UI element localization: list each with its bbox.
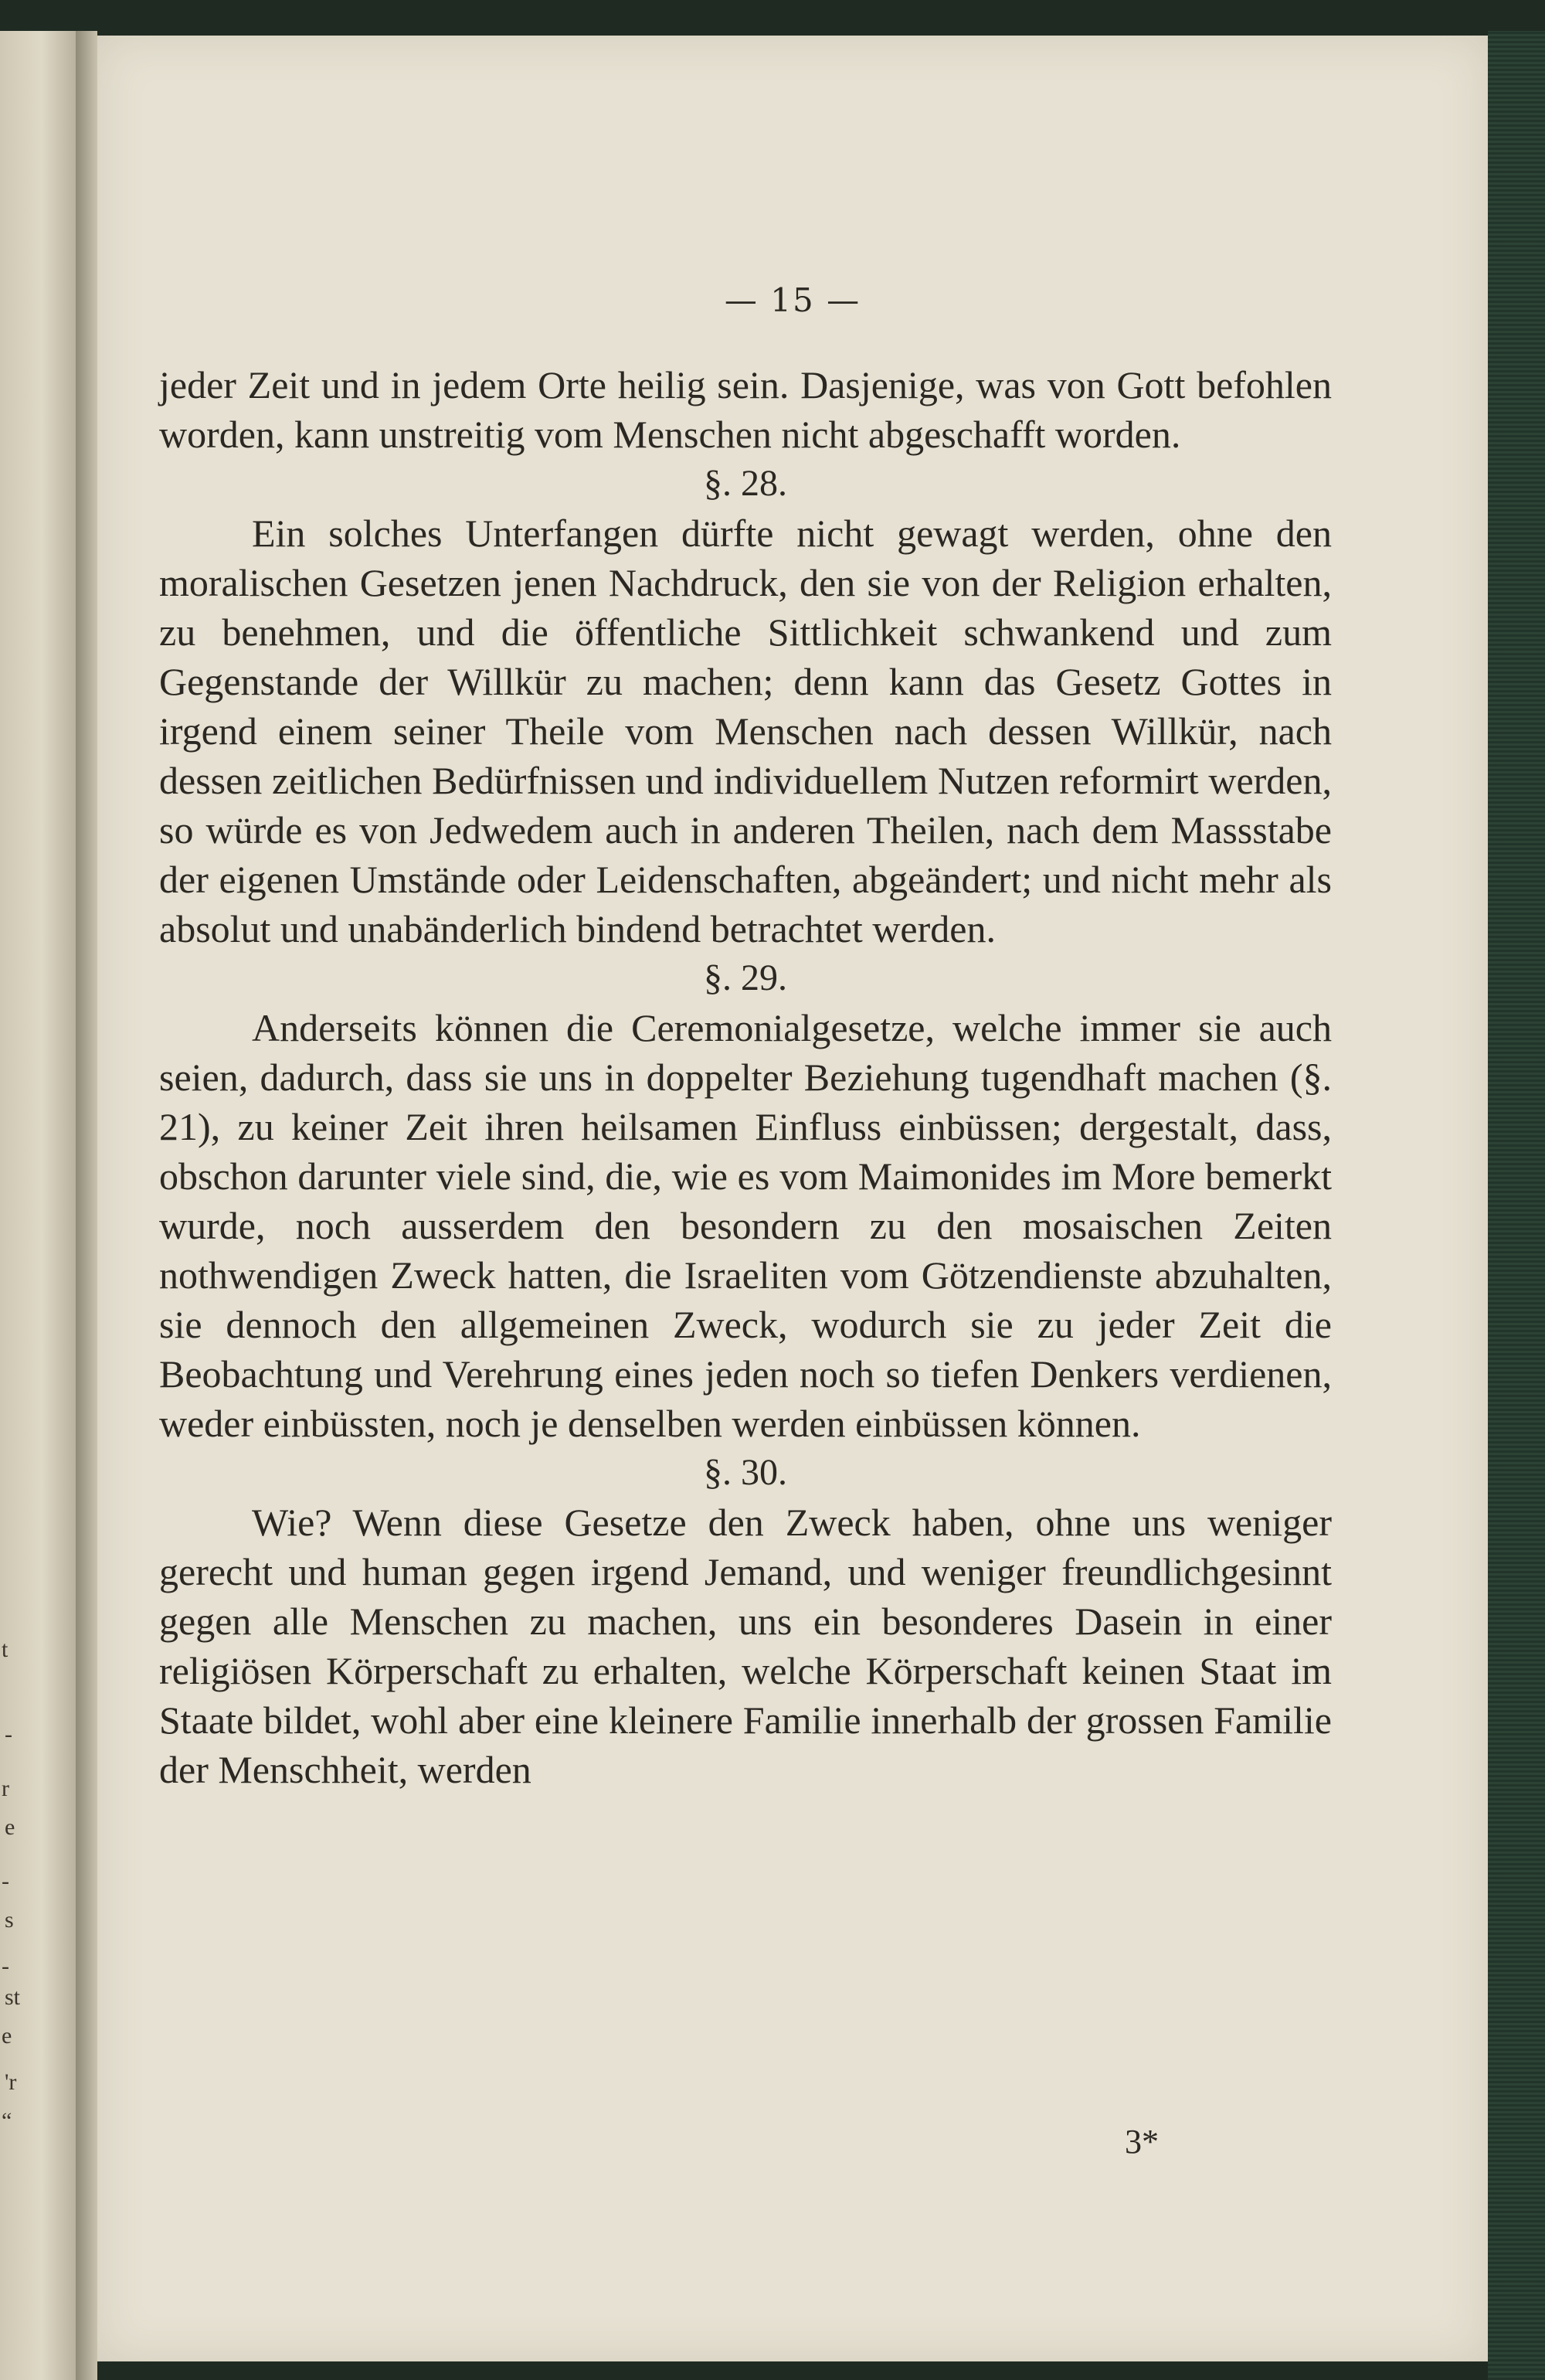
previous-page-fragment: r xyxy=(2,1776,9,1801)
signature-mark: 3* xyxy=(1125,2123,1159,2161)
section-heading: §. 29. xyxy=(704,957,787,998)
section-heading: §. 28. xyxy=(704,463,787,504)
previous-page-fragment: - xyxy=(5,1722,12,1747)
previous-page-fragment: - xyxy=(2,1868,9,1894)
book-gutter xyxy=(76,31,97,2380)
previous-page-fragment: st xyxy=(5,1984,21,2010)
previous-page-fragment: “ xyxy=(2,2108,12,2134)
previous-page-edge xyxy=(0,31,76,2380)
paragraph: Anderseits können die Ceremonialgesetze, welche immer sie auch seien, dadurch, dass sie uns in doppelter Beziehung tugendhaft machen (§. 21), zu keiner Zeit ihren heilsamen Einfluss einbüssen; dergestalt, dass, obschon darunter viele sind, die, wie es vom Maimonides im More bemerkt wurde, noch ausserdem den besondern zu den mosaischen Zeiten nothwendigen Zweck hatten, die Israeliten vom Götzendienste abzuhalten, sie dennoch den allgemeinen Zweck, wodurch sie zu jeder Zeit die Beobachtung und Verehrung eines jeden noch so tiefen Denkers verdienen, weder einbüssten, noch je denselben werden einbüssen können. xyxy=(159,1006,1332,1445)
body-text xyxy=(159,360,1332,1794)
previous-page-fragment: s xyxy=(5,1907,14,1933)
previous-page-fragment: t xyxy=(2,1637,8,1662)
previous-page-fragment: e xyxy=(5,1814,15,1840)
paragraph: Ein solches Unterfangen dürfte nicht gewagt werden, ohne den moralischen Gesetzen jenen Nachdruck, den sie von der Religion erhalten, zu benehmen, und die öffentliche Sittlichkeit schwankend und zum Gegenstande der Willkür zu machen; denn kann das Gesetz Gottes in irgend einem seiner Theile vom Menschen nach dessen Willkür, nach dessen zeitlichen Bedürfnissen und individuellem Nutzen reformirt werden, so würde es von Jedwedem auch in anderen Theilen, nach dem Massstabe der eigenen Umstände oder Leidenschaften, abgeändert; und nicht mehr als absolut und unabänderlich bindend betrachtet werden. xyxy=(159,512,1332,950)
book-page xyxy=(97,36,1488,2361)
previous-page-fragment: e xyxy=(2,2023,12,2048)
previous-page-fragment: 'r xyxy=(5,2069,17,2095)
paragraph: jeder Zeit und in jedem Orte heilig sein. Dasjenige, was von Gott befohlen worden, kann unstreitig vom Menschen nicht abgeschafft worden. xyxy=(159,363,1332,456)
book-cover-edge xyxy=(1488,31,1545,2380)
page-number: — 15 — xyxy=(724,281,861,319)
previous-page-fragment: - xyxy=(2,1953,9,1979)
section-heading: §. 30. xyxy=(704,1452,787,1493)
paragraph: Wie? Wenn diese Gesetze den Zweck haben, ohne uns weniger gerecht und human gegen irgend Jemand, und weniger freundlichgesinnt gegen alle Menschen zu machen, uns ein besonderes Dasein in einer religiösen Körperschaft zu erhalten, welche Körperschaft keinen Staat im Staate bildet, wohl aber eine kleinere Familie innerhalb der grossen Familie der Menschheit, werden xyxy=(159,1501,1332,1791)
